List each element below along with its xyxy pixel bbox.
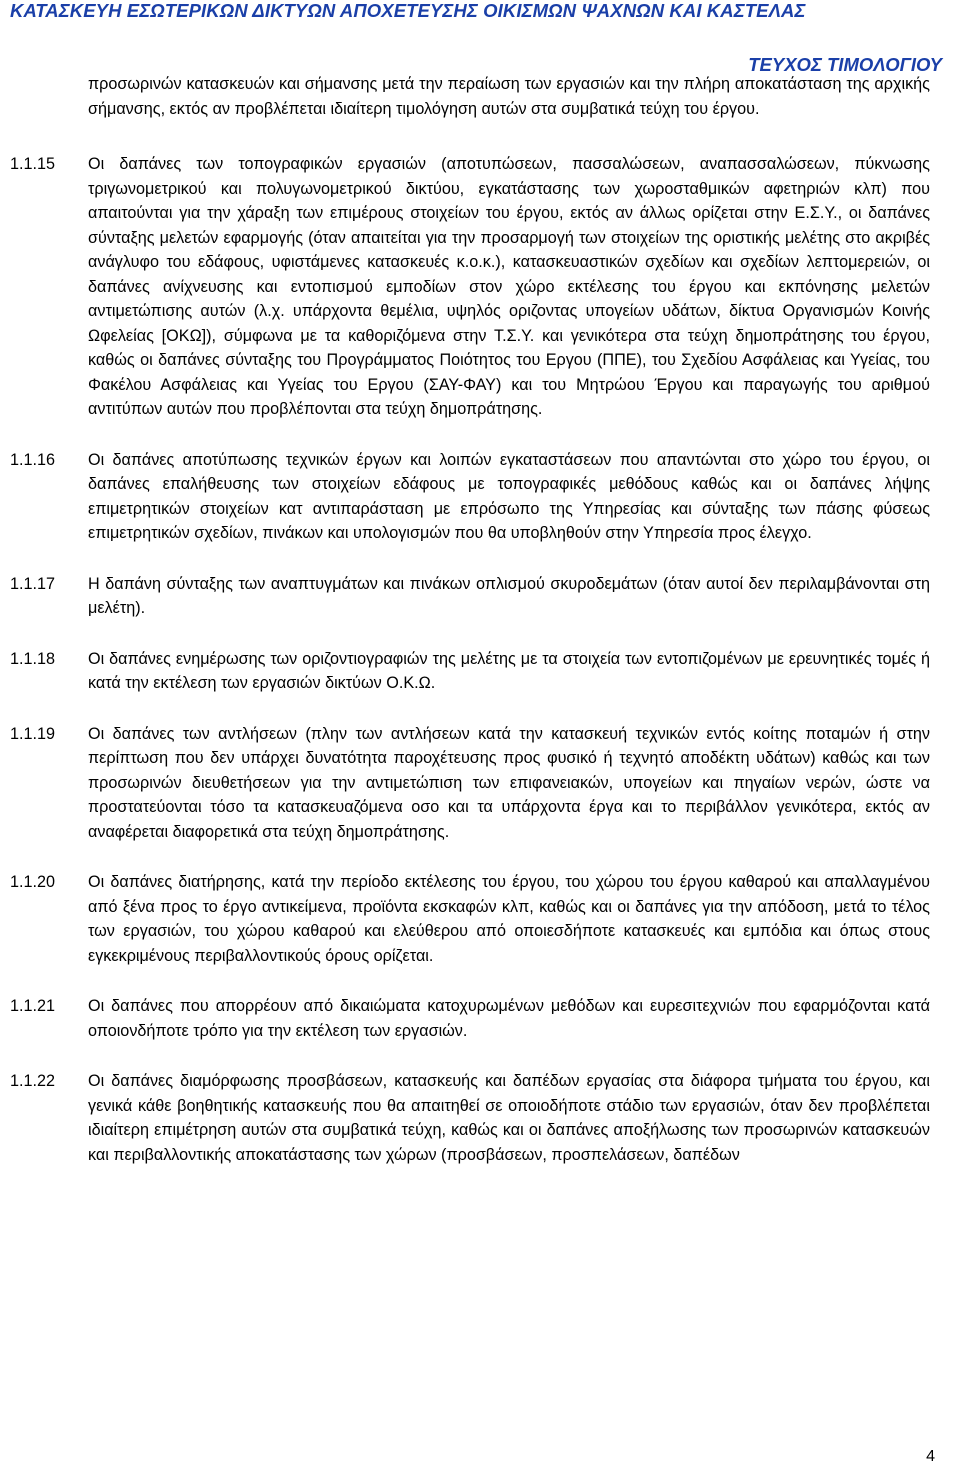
clause-number: 1.1.20: [10, 873, 56, 891]
clause-number: 1.1.22: [10, 1072, 56, 1090]
clause-1-1-21: [0, 994, 960, 1043]
clause-text: Οι δαπάνες αποτύπωσης τεχνικών έργων και λοιπών εγκαταστάσεων που απαντώνται στο χώρο του έργου, οι δαπάνες επαλήθευσης των στοιχείων εδάφους με τοπογραφικές μεθόδους καθώς και οι δαπάνες λήψης επιμετρητικών στοιχείων κατ αντιπαράσταση με επρόσωπο της Υπηρεσίας και σύνταξης των πάσης φύσεως επιμετρητικών σχεδίων, πινάκων και υπολογισμών που θα υποβληθούν στην Υπηρεσία προς έλεγχο.: [88, 450, 930, 542]
clause-text: Οι δαπάνες διατήρησης, κατά την περίοδο εκτέλεσης του έργου, του χώρου του έργου καθαρού και απαλλαγμένου από ξένα προς το έργο αντικείμενα, προϊόντα εκσκαφών κλπ, καθώς και οι δαπάνες για την απόδοση, μετά το τέλος των εργασιών, του χώρου καθαρού και ελεύθερου από οποιεσδήποτε κατασκευές και εμπόδια και όπως στους εγκεκριμένους περιβαλλοντικούς όρους ορίζεται.: [88, 873, 930, 965]
clause-text: Η δαπάνη σύνταξης των αναπτυγμάτων και πινάκων οπλισμού σκυροδεμάτων (όταν αυτοί δεν περιλαμβάνονται στη μελέτη).: [88, 574, 930, 617]
clause-text: Οι δαπάνες των αντλήσεων (πλην των αντλήσεων κατά την κατασκευή τεχνικών εντός κοίτης ποταμών ή στην περίπτωση που δεν υπάρχει δυνατότητα παροχέτευσης προς φυσικό ή τεχνητό αποδέκτη υδάτων) καθώς και των προσωρινών διευθετήσεων για την αντιμετώπιση των επιφανειακών, υπογείων και πηγαίων νερών, ώστε να προστατεύονται τόσο τα κατασκευαζόμενα οσο και τα υπάρχοντα έργα και το περιβάλλον γενικότερα, εκτός αν αναφέρεται διαφορετικά στα τεύχη δημοπράτησης.: [88, 724, 930, 841]
clause-text: Οι δαπάνες διαμόρφωσης προσβάσεων, κατασκευής και δαπέδων εργασίας στα διάφορα τμήματα του έργου, και γενικά κάθε βοηθητικής κατασκευής που θα απαιτηθεί σε οποιοδήποτε στάδιο των εργασιών, όταν δεν προβλέπεται ιδιαίτερη επιμέτρηση αυτών στα συμβατικά τεύχη, καθώς και οι δαπάνες αποξήλωσης των προσωρινών κατασκευών και περιβαλλοντικής αποκατάστασης των χώρων (προσβάσεων, προσπελάσεων, δαπέδων: [88, 1072, 930, 1164]
clause-text: Οι δαπάνες των τοπογραφικών εργασιών (αποτυπώσεων, πασσαλώσεων, αναπασσαλώσεων, πύκνωσης τριγωνομετρικού και πολυγωνομετρικού δικτύου, εγκατάστασης των χωροσταθμικών αφετηριών κλπ) που απαιτούνται για την χάραξη των επιμέρους στοιχείων του έργου, εκτός αν άλλως ορίζεται στην Ε.Σ.Υ., οι δαπάνες σύνταξης μελετών εφαρμογής (όταν απαιτείται για την προσαρμογή των στοιχείων της οριστικής μελέτης στο ακριβές ανάγλυφο του εδάφους, υφιστάμενες κατασκευές κ.ο.κ.), κατασκευαστικών σχεδίων και σχεδίων λεπτομερειών, οι δαπάνες ανίχνευσης και εντοπισμού εμποδίων στον χώρο εκτέλεσης του έργου και εκπόνησης μελετών αντιμετώπισης αυτών (λ.χ. υπάρχοντα θεμέλια, υψηλός οριζοντας υπογείων υδάτων, δίκτυα Οργανισμών Κοινής Ωφελείας [ΟΚΩ]), σύμφωνα με τα καθοριζόμενα στην Τ.Σ.Υ. και γενικότερα στα τεύχη δημοπράτησης του έργου, καθώς οι δαπάνες σύνταξης του Προγράμματος Ποιότητος του Εργου (ΠΠΕ), του Σχεδίου Ασφάλειας και Υγείας, του Φακέλου Ασφάλειας και Υγείας του Εργου (ΣΑΥ-ΦΑΥ) και του Μητρώου Έργου και παραγωγής του αριθμού αντιτύπων αυτών που προβλέπονται στα τεύχη δημοπράτησης.: [88, 155, 930, 418]
clause-1-1-18: [0, 647, 960, 696]
clause-1-1-15: [0, 152, 960, 422]
clause-1-1-22: [0, 1069, 960, 1167]
clause-1-1-20: [0, 870, 960, 968]
clause-text: Οι δαπάνες ενημέρωσης των οριζοντιογραφιών της μελέτης με τα στοιχεία των εντοπιζομένων με ερευνητικές τομές ή κατά την εκτέλεση των εργασιών δικτύων Ο.Κ.Ω.: [88, 649, 930, 692]
clause-1-1-19: [0, 722, 960, 845]
document-body: [0, 72, 960, 1167]
clause-1-1-17: [0, 572, 960, 621]
clause-number: 1.1.21: [10, 997, 56, 1015]
clause-number: 1.1.16: [10, 450, 56, 469]
clause-number: 1.1.18: [10, 649, 56, 668]
continuation-paragraph: προσωρινών κατασκευών και σήμανσης μετά την περαίωση των εργασιών και την πλήρη αποκατάσταση της αρχικής σήμανσης, εκτός αν προβλέπεται ιδιαίτερη τιμολόγηση αυτών στα συμβατικά τεύχη του έργου.: [88, 75, 930, 118]
document-subtitle: ΤΕΥΧΟΣ ΤΙΜΟΛΟΓΙΟΥ: [748, 54, 942, 75]
document-title: ΚΑΤΑΣΚΕΥΗ ΕΣΩΤΕΡΙΚΩΝ ΔΙΚΤΥΩΝ ΑΠΟΧΕΤΕΥΣΗΣ ΟΙΚΙΣΜΩΝ ΨΑΧΝΩΝ ΚΑΙ ΚΑΣΤΕΛΑΣ: [10, 0, 806, 21]
clause-number: 1.1.19: [10, 724, 56, 743]
clause-1-1-16: [0, 448, 960, 546]
page-number: 4: [926, 1448, 935, 1465]
clause-number: 1.1.15: [10, 155, 56, 173]
clause-text: Οι δαπάνες που απορρέουν από δικαιώματα κατοχυρωμένων μεθόδων και ευρεσιτεχνιών που εφαρμόζονται κατά οποιονδήποτε τρόπο για την εκτέλεση των εργασιών.: [88, 997, 930, 1040]
clause-number: 1.1.17: [10, 574, 56, 593]
